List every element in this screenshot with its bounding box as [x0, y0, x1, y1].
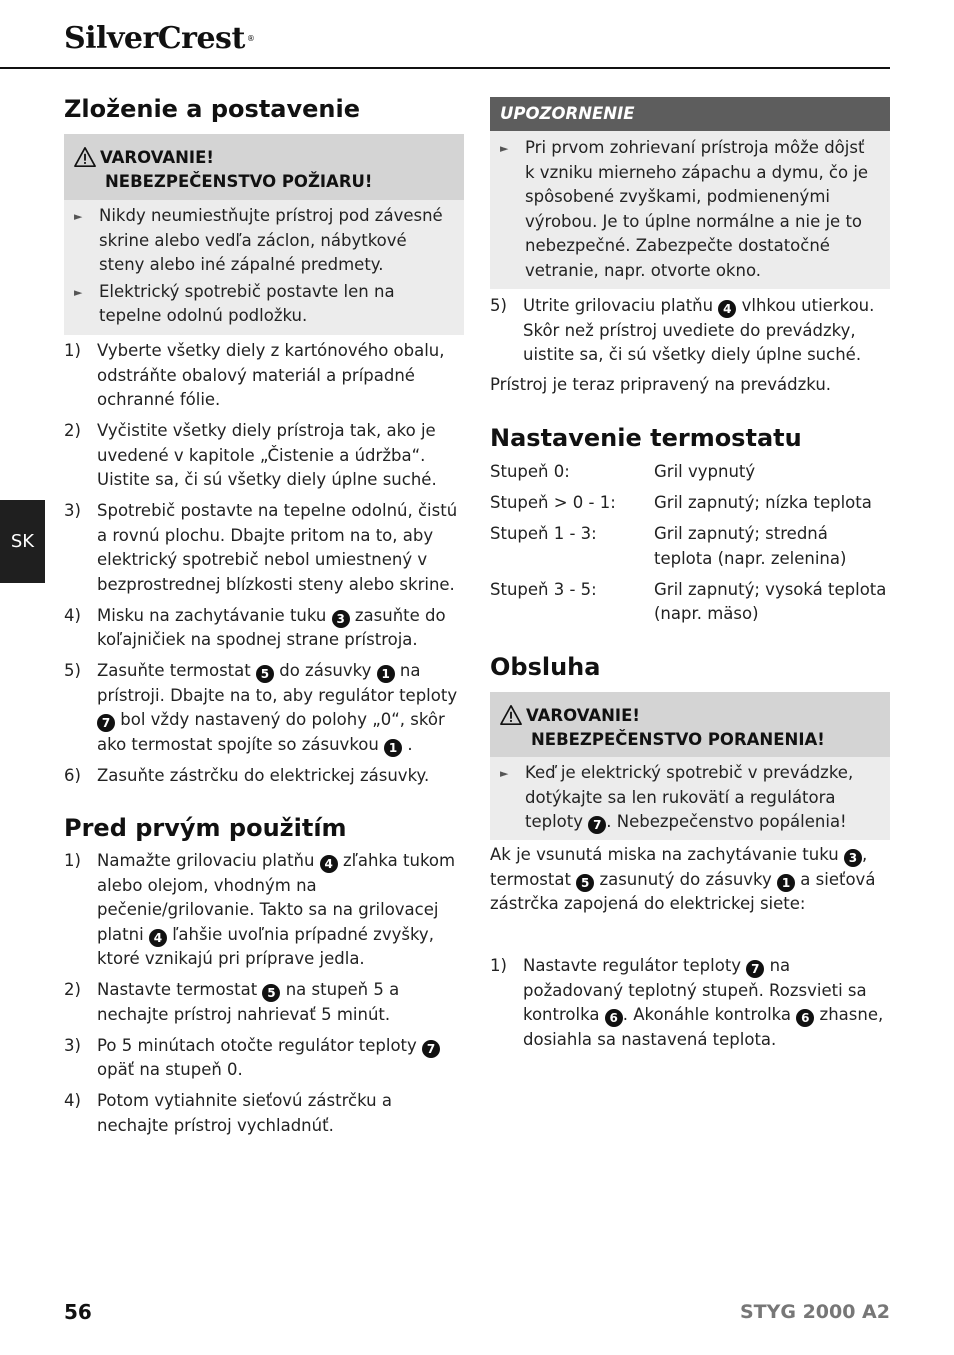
warning-triangle-icon: [74, 146, 96, 168]
part-number-badge: 1: [384, 739, 402, 757]
step-item: 2) Vyčistite všetky diely prístroja tak, ako je uvedené v kapitole „Čistenie a údržba“. Uistite sa, či sú všetky diely úplne suché.: [64, 421, 437, 489]
part-number-badge: 4: [320, 855, 338, 873]
part-number-badge: 5: [576, 874, 594, 892]
part-number-badge: 7: [746, 960, 764, 978]
part-number-badge: 5: [262, 984, 280, 1002]
table-row: Stupeň 1 - 3: Gril zapnutý; stredná teplota (napr. zelenina): [490, 524, 847, 568]
part-number-badge: 4: [718, 300, 736, 318]
warning-triangle-icon: [500, 704, 522, 726]
step-item: 2) Nastavte termostat 5 na stupeň 5 a nechajte prístroj nahrievať 5 minút.: [64, 980, 400, 1024]
part-number-badge: 1: [377, 665, 395, 683]
part-number-badge: 7: [97, 714, 115, 732]
thermostat-table: [490, 460, 890, 633]
arrow-bullet-icon: ►: [500, 142, 509, 155]
part-number-badge: 6: [605, 1009, 623, 1027]
table-row: Stupeň 0: Gril vypnutý: [490, 462, 756, 481]
step-item: 5) Zasuňte termostat 5 do zásuvky 1 na prístroji. Dbajte na to, aby regulátor teploty 7 bol vždy nastavený do polohy „0“, skôr ako termostat spojíte so zásuvkou 1 .: [64, 661, 458, 755]
part-number-badge: 5: [256, 665, 274, 683]
injury-warning-header: [490, 692, 890, 757]
step-item: 1) Vyberte všetky diely z kartónového obalu, odstráňte obalový materiál a prípadné ochranné fólie.: [64, 341, 445, 409]
ready-text: Prístroj je teraz pripravený na prevádzku.: [490, 375, 832, 394]
notice-body: [490, 131, 890, 289]
step-item: 5) Utrite grilovaciu platňu 4 vlhkou utierkou. Skôr než prístroj uvediete do prevádzky, uistite sa, či sú všetky diely úplne suché.: [490, 296, 875, 364]
fire-warning-header: [64, 134, 464, 200]
part-number-badge: 6: [796, 1009, 814, 1027]
notice-header: UPOZORNENIE: [490, 97, 890, 131]
header-rule: [0, 67, 890, 69]
step-item: 6) Zasuňte zástrčku do elektrickej zásuvky.: [64, 765, 430, 785]
table-row: Stupeň > 0 - 1: Gril zapnutý; nízka teplota: [490, 493, 872, 512]
brand-logo: SilverCrest ®: [64, 21, 255, 56]
list-item: ► Keď je elektrický spotrebič v prevádzke, dotýkajte sa len rukovätí a regulátora teploty 7 . Nebezpečenstvo popálenia!: [500, 761, 878, 835]
step-item: 1) Namažte grilovaciu platňu 4 zľahka tukom alebo olejom, vhodným na pečenie/grilovanie. Takto sa na grilovacej platni 4 ľahšie uvoľnia prípadné zvyšky, ktoré vznikajú pri príprave jedla.: [64, 851, 456, 968]
warning-subtitle: NEBEZPEČENSTVO POŽIARU!: [105, 172, 373, 191]
part-number-badge: 7: [588, 816, 606, 834]
part-number-badge: 4: [149, 929, 167, 947]
operation-intro: Ak je vsunutá miska na zachytávanie tuku 3 , termostat 5 zasunutý do zásuvky 1 a sieťová zástrčka zapojená do elektrickej siete:: [490, 845, 876, 913]
assembly-steps: [64, 339, 464, 795]
part-number-badge: 7: [422, 1040, 440, 1058]
first-use-steps: [64, 849, 464, 1145]
step-item: 1) Nastavte regulátor teploty 7 na požadovaný teplotný stupeň. Rozsvieti sa kontrolka 6 . Akonáhle kontrolka 6 zhasne, dosiahla sa nastavená teplota.: [490, 956, 884, 1049]
warning-title: VAROVANIE!: [526, 706, 640, 725]
warning-title: VAROVANIE!: [100, 148, 214, 167]
arrow-bullet-icon: ►: [500, 767, 509, 780]
part-number-badge: 3: [844, 849, 862, 867]
warning-subtitle: NEBEZPEČENSTVO PORANENIA!: [531, 730, 825, 749]
model-number: STYG 2000 A2: [739, 1301, 890, 1323]
arrow-bullet-icon: ►: [74, 285, 83, 299]
page-number: 56: [64, 1300, 92, 1324]
step-item: 4) Misku na zachytávanie tuku 3 zasuňte do koľajničiek na spodnej strane prístroja.: [64, 605, 446, 649]
section-title-first-use: Pred prvým použitím: [64, 814, 347, 842]
step-item: 4) Potom vytiahnite sieťovú zástrčku a nechajte prístroj vychladnúť.: [64, 1091, 392, 1135]
injury-warning-body: [490, 757, 890, 840]
part-number-badge: 3: [332, 610, 350, 628]
section-title-thermostat: Nastavenie termostatu: [490, 424, 802, 452]
table-row: Stupeň 3 - 5: Gril zapnutý; vysoká teplota (napr. mäso): [490, 579, 887, 623]
fire-warning-body: [64, 200, 464, 335]
continued-steps: [490, 294, 890, 374]
list-item: ► Nikdy neumiestňujte prístroj pod závesné skrine alebo vedľa záclon, nábytkové steny alebo iné zápalné predmety.: [74, 204, 452, 278]
step-item: 3) Po 5 minútach otočte regulátor teploty 7 opäť na stupeň 0.: [64, 1034, 464, 1083]
operation-steps: [490, 954, 890, 1059]
arrow-bullet-icon: ►: [74, 210, 83, 223]
section-title-operation: Obsluha: [490, 653, 601, 681]
list-item: ► Elektrický spotrebič postavte len na tepelne odolnú podložku.: [74, 280, 452, 329]
section-title-assembly: Zloženie a postavenie: [64, 95, 360, 123]
step-item: 3) Spotrebič postavte na tepelne odolnú, čistú a rovnú plochu. Dbajte pritom na to, aby elektrický spotrebič nebol umiestnený v bezprostrednej blízkosti steny alebo skrine.: [64, 501, 458, 594]
part-number-badge: 1: [777, 874, 795, 892]
list-item: ► Pri prvom zohrievaní prístroja môže dôjsť k vzniku mierneho zápachu a dymu, čo je spôsobené zvyškami, podmienenými výrobou. Je to úplne normálne a nie je to nebezpečné. Zabezpečte dostatočné vetranie, napr. otvorte okno.: [500, 136, 878, 283]
language-tab: SK: [0, 500, 45, 583]
